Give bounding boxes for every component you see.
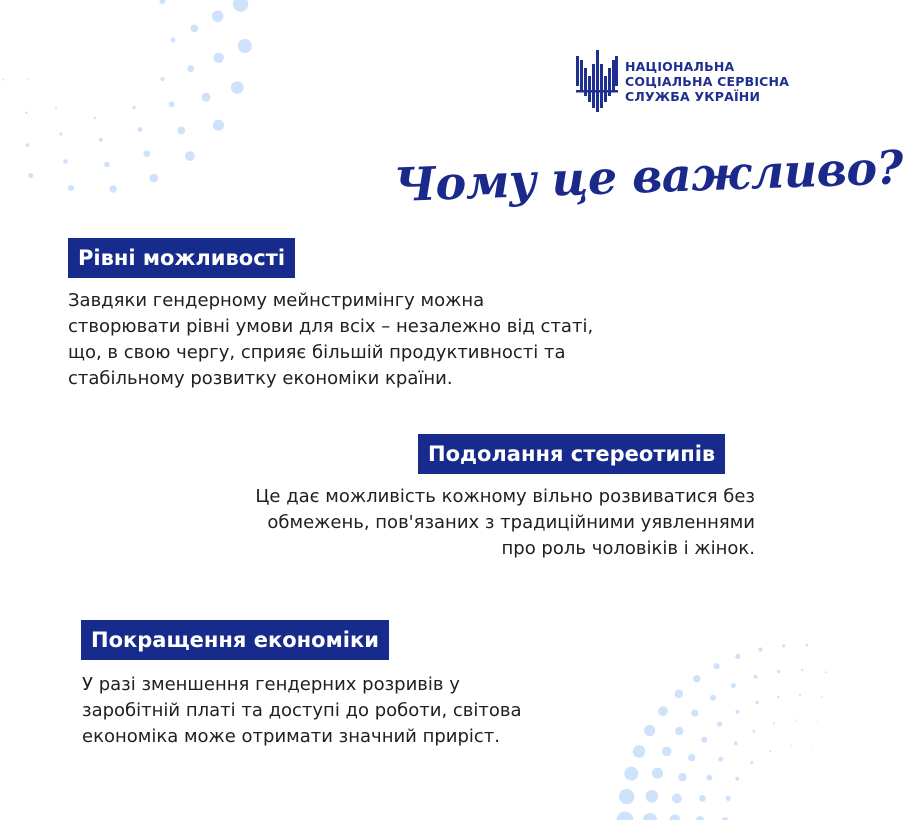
org-logo [575, 50, 789, 112]
dot-arc-bottom-right [617, 644, 828, 820]
decor-dot [821, 696, 823, 698]
decor-dot [138, 127, 143, 132]
decor-dot [754, 675, 758, 679]
org-name-line-3: СЛУЖБА УКРАЇНИ [625, 88, 761, 104]
decor-dot [806, 644, 809, 647]
decor-dot [752, 730, 755, 733]
decor-dot [55, 107, 57, 109]
section-text-equal-opportunities [68, 288, 593, 392]
decor-dot [16, 39, 17, 40]
text-line: що, в свою чергу, сприяє більшій продуктивності та [68, 342, 566, 363]
decor-dot [756, 701, 759, 704]
text-line: стабільному розвитку економіки країни. [68, 368, 453, 389]
decor-dot [26, 143, 30, 147]
text-line: У разі зменшення гендерних розривів у [82, 674, 460, 695]
decor-dot [735, 777, 739, 781]
decor-dot [160, 77, 164, 81]
decor-dot [617, 812, 634, 820]
decor-dot [144, 150, 151, 157]
decor-dot [817, 721, 818, 722]
decor-dot [714, 663, 720, 669]
decor-dot [25, 111, 28, 114]
dot-arc-top-left [0, 0, 252, 193]
trident-emblem-icon [575, 50, 619, 112]
decor-dot [27, 78, 29, 80]
decor-dot [777, 670, 780, 673]
decor-dot [693, 675, 700, 682]
decor-dot [726, 796, 731, 801]
decor-dot [624, 767, 638, 781]
section-title-equal-opportunities: Рівні можливості [68, 238, 295, 278]
decor-dot [734, 742, 738, 746]
decor-dot [643, 813, 657, 820]
decor-dot [104, 162, 110, 168]
decor-dot [238, 39, 252, 53]
decor-dot [233, 0, 248, 12]
decor-dot [99, 138, 103, 142]
decor-dot [63, 159, 68, 164]
text-line: Це дає можливість кожному вільно розвиватися без [255, 486, 755, 507]
decor-dot [777, 696, 780, 699]
decor-dot [707, 775, 713, 781]
section-title-economy-improvement: Покращення економіки [81, 620, 389, 660]
decor-dot [701, 737, 707, 743]
decor-dot [231, 81, 244, 94]
text-line: економіка може отримати значний приріст. [82, 726, 500, 747]
section-text-economy-improvement [82, 672, 522, 750]
decor-dot [735, 654, 740, 659]
section-text-overcoming-stereotypes [255, 484, 755, 562]
section-title-overcoming-stereotypes: Подолання стереотипів [418, 434, 725, 474]
decor-dot [202, 93, 211, 102]
decor-dot [670, 815, 681, 820]
decor-dot [633, 745, 646, 758]
decor-dot [187, 65, 194, 72]
decor-dot [644, 725, 655, 736]
decor-dot [675, 690, 684, 699]
decor-dot [688, 754, 695, 761]
decor-dot [2, 79, 4, 81]
decor-dot [731, 683, 736, 688]
org-name-line-1: НАЦІОНАЛЬНА [625, 58, 735, 74]
decor-dot [718, 757, 723, 762]
page-headline: Чому це важливо? [393, 140, 904, 212]
decor-dot [619, 789, 634, 804]
decor-dot [758, 647, 762, 651]
decor-dot [717, 722, 722, 727]
decor-dot [150, 174, 159, 183]
decor-dot [213, 120, 224, 131]
org-name-line-2: СОЦІАЛЬНА СЕРВІСНА [625, 73, 790, 89]
decor-dot [652, 768, 663, 779]
decor-dot [710, 695, 716, 701]
decor-dot [28, 173, 33, 178]
text-line: створювати рівні умови для всіх – незалежно від статі, [68, 316, 594, 337]
decor-dot [801, 669, 803, 671]
decor-dot [190, 25, 198, 33]
decor-dot [696, 816, 704, 820]
decor-dot [658, 706, 668, 716]
decor-dot [812, 746, 813, 747]
text-line: Завдяки гендерному мейнстримінгу можна [68, 290, 485, 311]
text-line: обмежень, пов'язаних з традиційними уявленнями [267, 512, 755, 533]
decor-dot [171, 38, 176, 43]
decor-dot [735, 710, 739, 714]
decor-dot [691, 710, 698, 717]
text-line: заробітній платі та доступі до роботи, світова [82, 700, 522, 721]
org-name [625, 59, 789, 104]
decor-dot [782, 644, 785, 647]
decor-dot [214, 53, 224, 63]
decor-dot [185, 151, 195, 161]
decor-dot [177, 127, 185, 135]
decor-dot [109, 185, 116, 192]
decor-dot [68, 185, 74, 191]
decor-dot [675, 727, 683, 735]
decor-dot [672, 793, 682, 803]
decor-dot [699, 795, 706, 802]
decor-dot [646, 790, 659, 803]
decor-dot [169, 101, 175, 107]
decor-dot [678, 773, 686, 781]
decor-dot [799, 694, 801, 696]
decor-dot [132, 106, 135, 109]
decor-dot [773, 722, 775, 724]
decor-dot [212, 10, 224, 22]
text-line: про роль чоловіків і жінок. [501, 538, 755, 559]
decor-dot [59, 132, 62, 135]
decor-dot [160, 0, 166, 4]
decor-dot [795, 719, 797, 721]
decor-dot [94, 117, 97, 120]
decor-dot [750, 761, 753, 764]
decor-dot [662, 747, 672, 757]
decor-dot [825, 671, 827, 673]
decor-dot [769, 750, 771, 752]
decor-dot [791, 745, 793, 747]
